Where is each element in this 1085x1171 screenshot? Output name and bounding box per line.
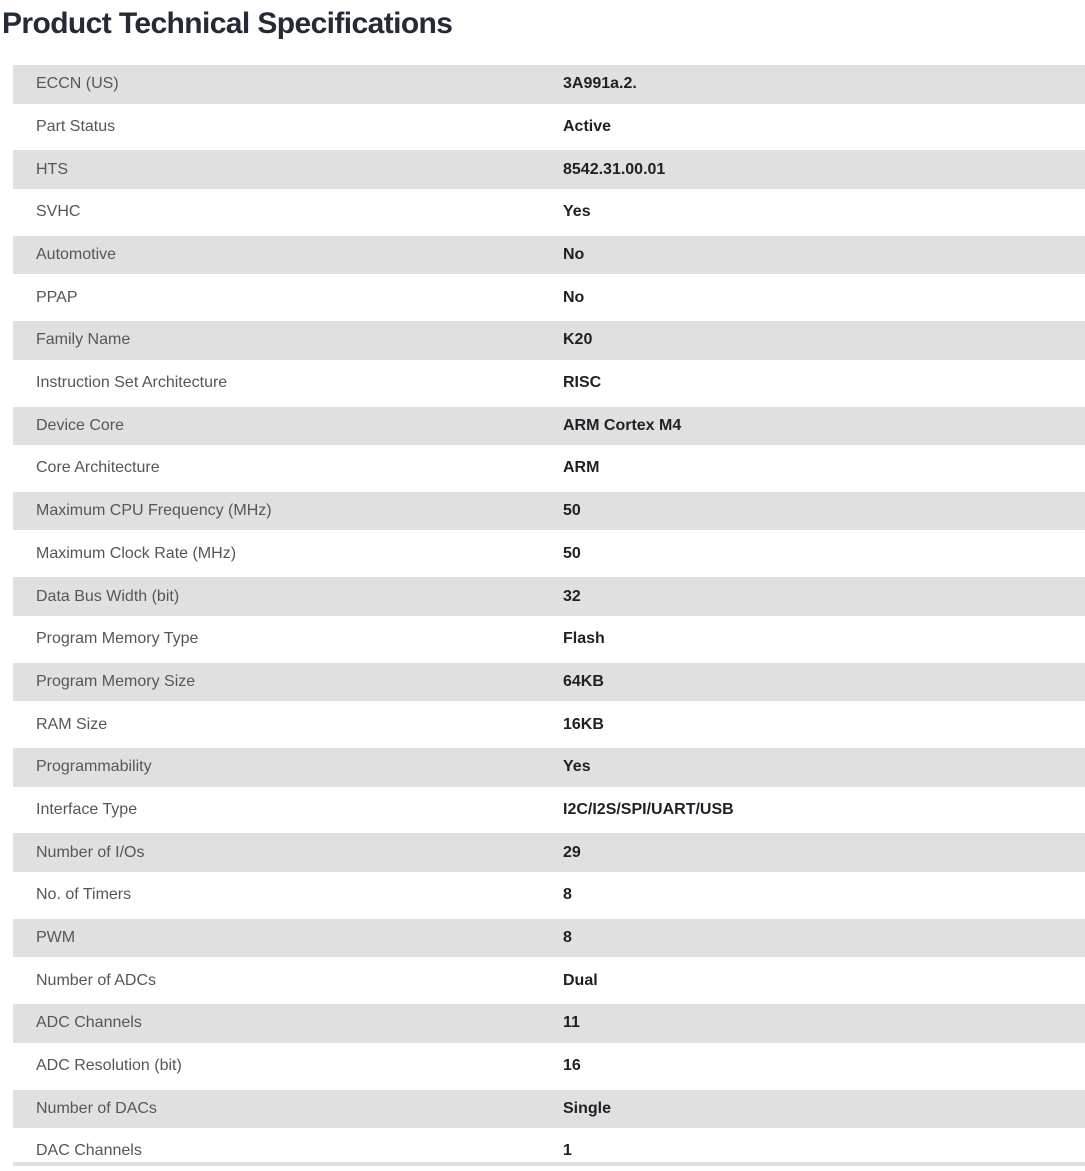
spec-row: [13, 1047, 1085, 1086]
spec-label: Interface Type: [36, 800, 138, 818]
spec-label: ADC Channels: [36, 1014, 142, 1032]
spec-value: 3A991a.2.: [563, 75, 637, 93]
spec-label: RAM Size: [36, 715, 108, 733]
spec-row: [13, 705, 1085, 744]
spec-value: 64KB: [563, 672, 604, 690]
spec-label: No. of Timers: [36, 886, 132, 904]
spec-row: [13, 236, 1085, 275]
spec-value: Flash: [563, 630, 605, 648]
spec-label: Maximum CPU Frequency (MHz): [36, 502, 272, 520]
spec-value: ARM: [563, 459, 600, 477]
spec-label: Core Architecture: [36, 459, 160, 477]
spec-row: [13, 535, 1085, 574]
spec-row: [13, 791, 1085, 830]
spec-value: K20: [563, 331, 593, 349]
spec-value: Yes: [563, 203, 591, 221]
spec-row: [13, 663, 1085, 702]
spec-label: HTS: [36, 160, 68, 178]
spec-row: [13, 150, 1085, 189]
spec-row: [13, 65, 1085, 104]
spec-label: Part Status: [36, 117, 116, 135]
spec-value: Yes: [563, 758, 591, 776]
spec-label: Number of ADCs: [36, 971, 157, 989]
spec-row: [13, 278, 1085, 317]
spec-value: 11: [563, 1014, 580, 1032]
spec-value: 32: [563, 587, 581, 605]
spec-value: No: [563, 246, 585, 263]
spec-value: I2C/I2S/SPI/UART/USB: [563, 800, 734, 818]
spec-value: No: [563, 288, 585, 306]
spec-label: Device Core: [36, 416, 125, 434]
next-row-stripe-partial: [13, 1162, 1085, 1166]
spec-row: [13, 748, 1085, 787]
spec-value: Active: [563, 117, 612, 135]
page-title: Product Technical Specifications: [2, 7, 453, 40]
spec-label: Instruction Set Architecture: [36, 374, 228, 392]
spec-label: Program Memory Type: [36, 630, 199, 648]
spec-label: Maximum Clock Rate (MHz): [36, 544, 237, 562]
spec-label: Number of I/Os: [36, 843, 145, 861]
spec-row: [13, 108, 1085, 147]
spec-label: Automotive: [36, 246, 117, 263]
spec-row: [13, 449, 1085, 488]
spec-value: 16KB: [563, 715, 604, 733]
spec-label: DAC Channels: [36, 1142, 142, 1160]
spec-value: RISC: [563, 374, 602, 392]
spec-row: [13, 833, 1085, 872]
spec-row: [13, 321, 1085, 360]
spec-value: ARM Cortex M4: [563, 416, 682, 434]
spec-value: 16: [563, 1057, 581, 1075]
spec-label: PPAP: [36, 288, 78, 306]
spec-row: [13, 577, 1085, 616]
spec-label: Programmability: [36, 758, 152, 776]
spec-row: [13, 1090, 1085, 1129]
spec-row: [13, 961, 1085, 1000]
spec-label: Number of DACs: [36, 1099, 157, 1117]
spec-value: 8: [563, 929, 572, 946]
spec-label: PWM: [36, 929, 76, 946]
spec-row: [13, 1004, 1085, 1043]
spec-label: SVHC: [36, 203, 81, 221]
spec-label: Program Memory Size: [36, 672, 196, 690]
spec-value: 50: [563, 502, 581, 520]
spec-row: [13, 193, 1085, 232]
spec-label: Data Bus Width (bit): [36, 587, 180, 605]
spec-row: [13, 492, 1085, 531]
spec-value: Single: [563, 1099, 612, 1117]
spec-value: 29: [563, 843, 581, 861]
spec-row: [13, 620, 1085, 659]
spec-label: ADC Resolution (bit): [36, 1057, 182, 1075]
spec-row: [13, 876, 1085, 915]
spec-value: 8542.31.00.01: [563, 160, 666, 178]
spec-value: Dual: [563, 971, 598, 989]
spec-value: 8: [563, 886, 572, 904]
spec-value: 50: [563, 544, 581, 562]
spec-row: [13, 407, 1085, 446]
spec-row: [13, 919, 1085, 958]
spec-row: [13, 364, 1085, 403]
spec-label: Family Name: [36, 331, 131, 349]
spec-value: 1: [563, 1142, 572, 1160]
spec-table: [13, 65, 1085, 1171]
spec-label: ECCN (US): [36, 75, 119, 93]
